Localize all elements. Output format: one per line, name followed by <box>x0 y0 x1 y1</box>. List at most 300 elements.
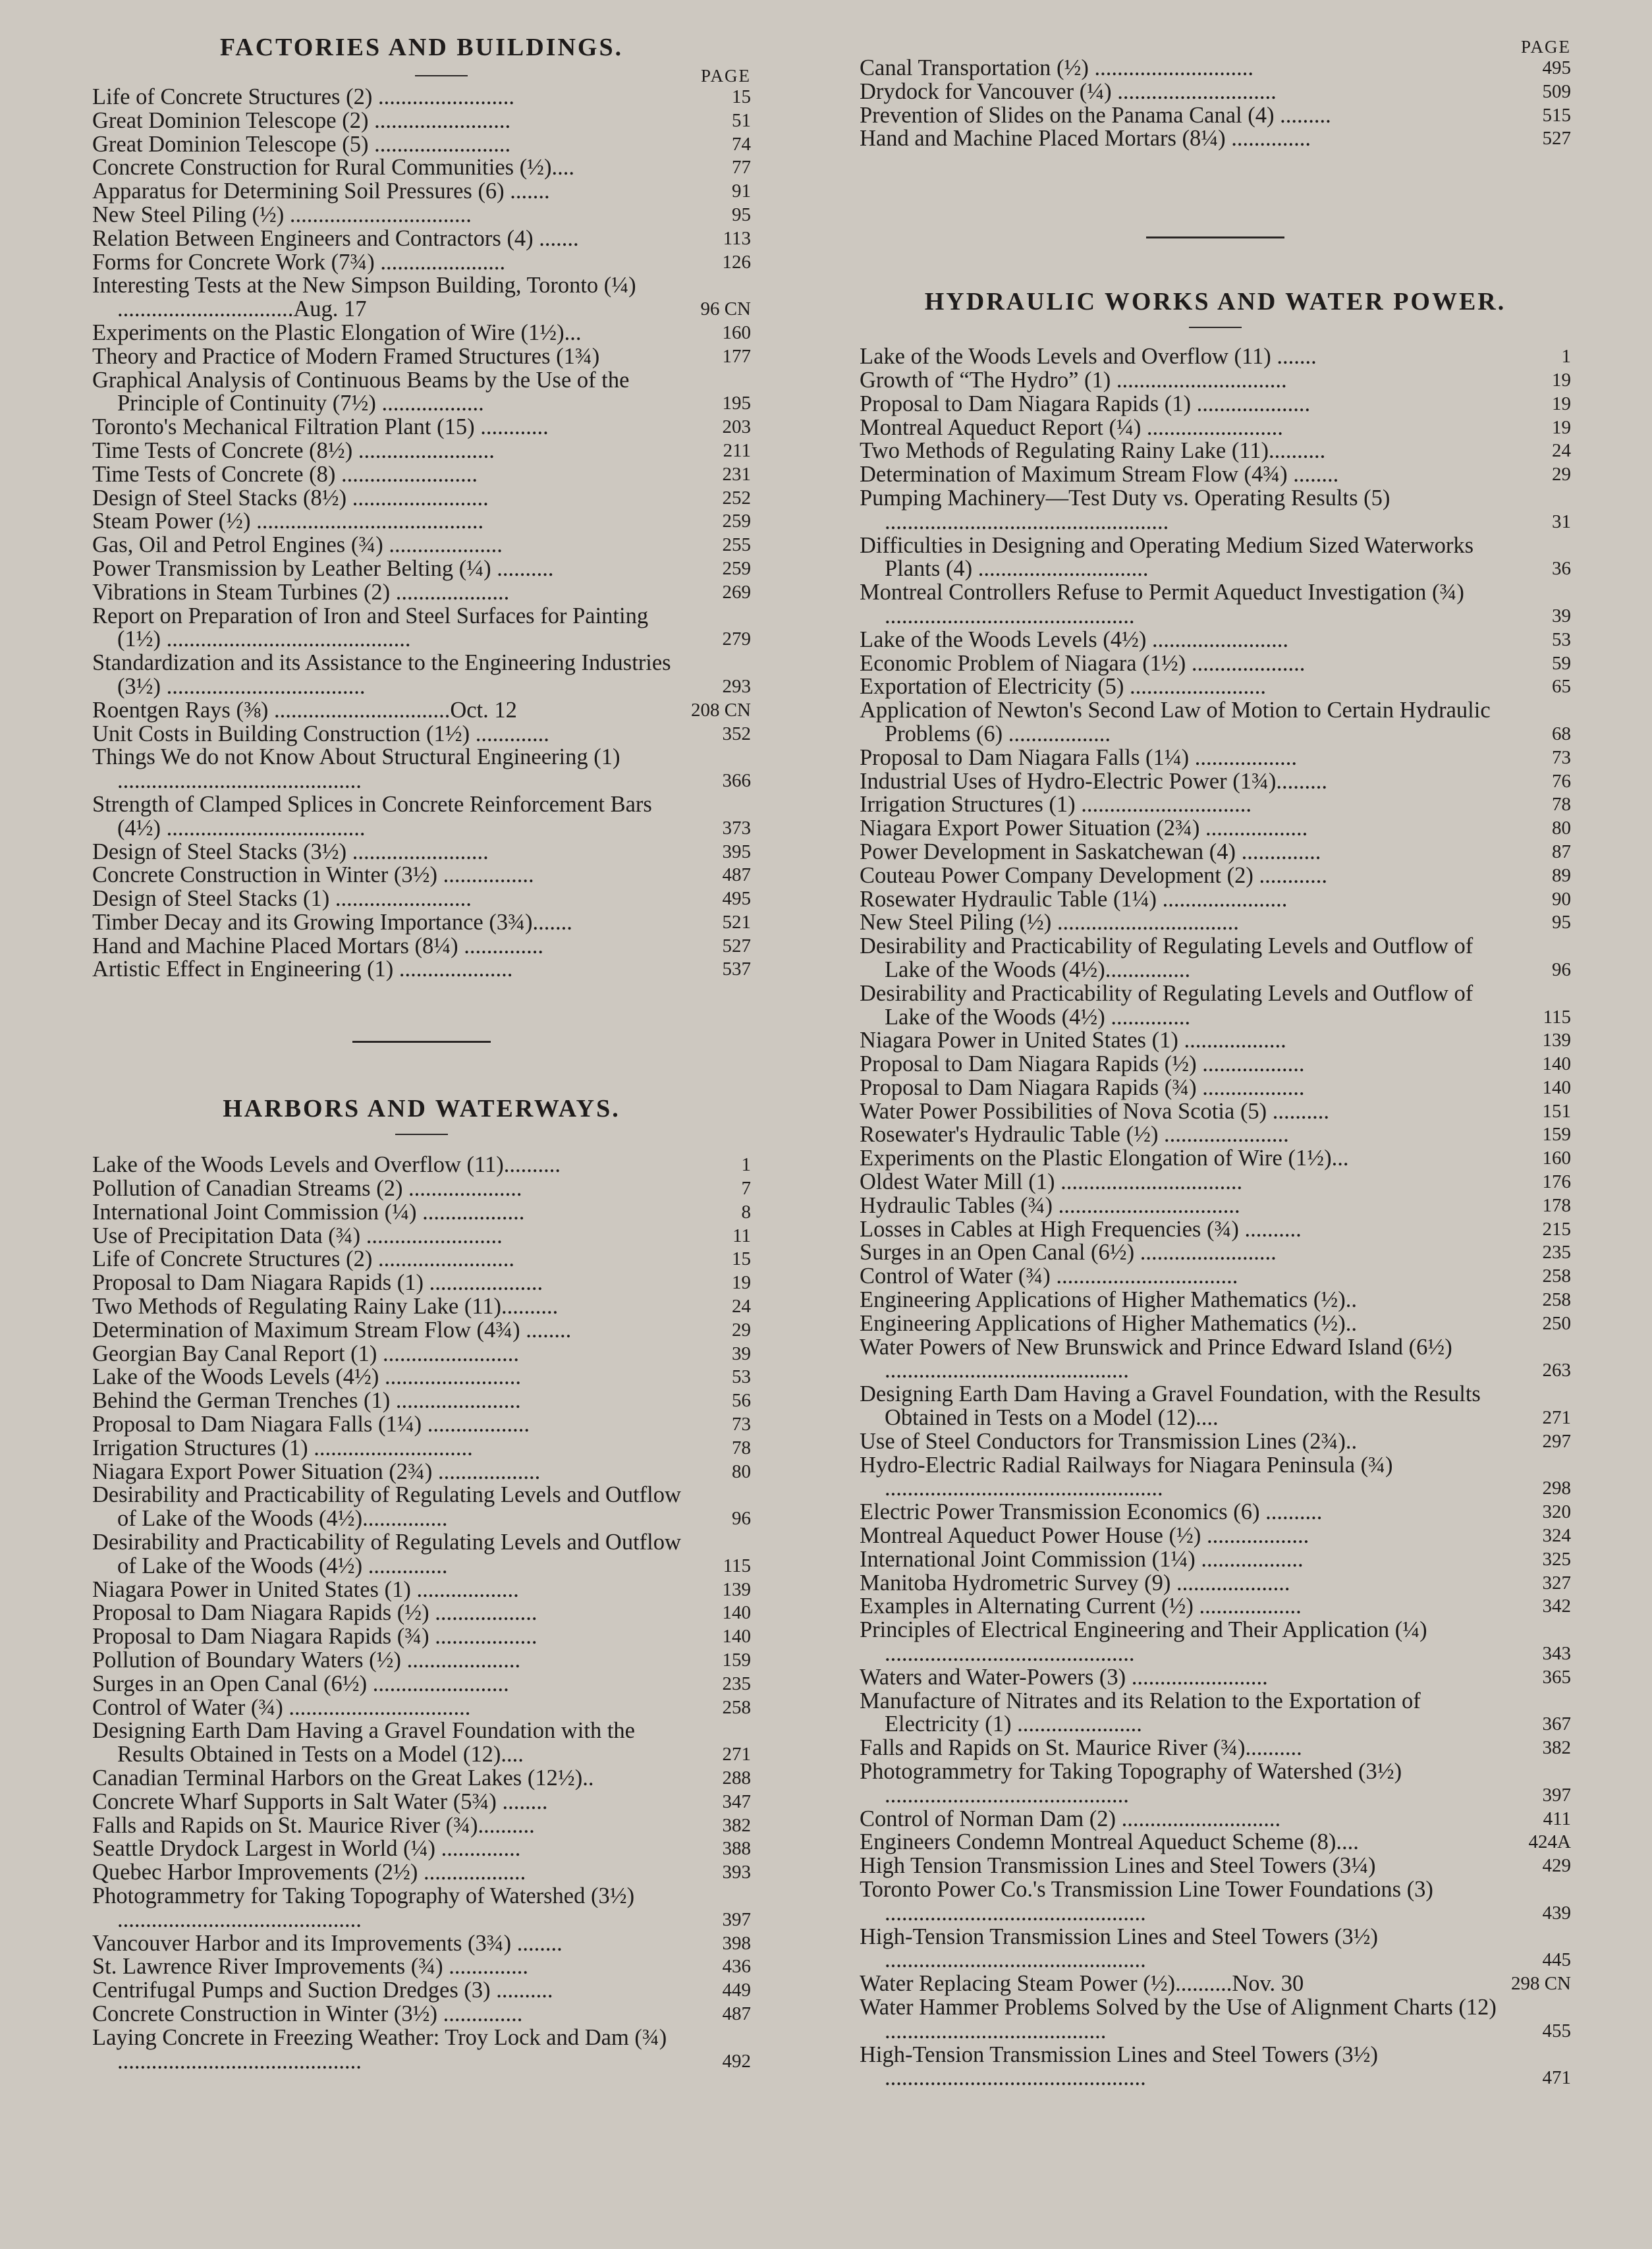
entry-title: Standardization and its Assistance to the Engineering Industries (3½) ................................... <box>92 650 671 699</box>
entry-page: 56 <box>732 1390 751 1412</box>
index-entry <box>860 935 1571 982</box>
entry-page: 39 <box>1552 605 1571 626</box>
entry-title: Forms for Concrete Work (7¾) ...................... <box>92 249 506 275</box>
entry-title: Gas, Oil and Petrol Engines (¾) .................... <box>92 532 503 558</box>
entry-title: Drydock for Vancouver (¼) ............................ <box>860 78 1277 104</box>
entry-title: Desirability and Practicability of Regulating Levels and Outflow of Lake of the Woods (4½)............... <box>860 933 1473 982</box>
entry-page: 424A <box>1528 1831 1571 1853</box>
entry-page: 19 <box>1552 393 1571 414</box>
index-entry <box>860 487 1571 534</box>
index-entry <box>860 1265 1571 1289</box>
entry-title: New Steel Piling (½) ................................ <box>92 202 472 227</box>
index-entry <box>92 1885 751 1932</box>
entry-page: 95 <box>1552 912 1571 933</box>
entry-page: 521 <box>722 911 751 933</box>
index-entry <box>92 1531 751 1578</box>
entry-title: Things We do not Know About Structural Engineering (1) ........................................... <box>92 744 620 794</box>
entry-title: Manitoba Hydrometric Survey (9) .................... <box>860 1570 1290 1596</box>
entry-page: 51 <box>732 109 751 131</box>
entry-title: Concrete Wharf Supports in Salt Water (5¾) ........ <box>92 1789 548 1814</box>
index-entry <box>860 1572 1571 1596</box>
entry-title: Photogrammetry for Taking Topography of Watershed (3½) ........................................... <box>860 1759 1402 1808</box>
entry-page: 411 <box>1543 1808 1571 1829</box>
entry-page: 140 <box>722 1626 751 1648</box>
entry-title: Determination of Maximum Stream Flow (4¾) ........ <box>860 462 1339 487</box>
entry-title: International Joint Commission (1¼) .................. <box>860 1546 1304 1572</box>
section-title: HYDRAULIC WORKS AND WATER POWER. <box>924 288 1506 316</box>
index-entry <box>92 1295 751 1319</box>
entry-title: Lake of the Woods Levels (4½) ........................ <box>92 1364 522 1390</box>
entry-page: 19 <box>732 1272 751 1294</box>
entry-title: Life of Concrete Structures (2) ........................ <box>92 1246 514 1272</box>
index-entry <box>860 1854 1571 1878</box>
harbors-section <box>92 1093 751 2073</box>
entry-page: 398 <box>722 1932 751 1954</box>
entry-title: Georgian Bay Canal Report (1) ........................ <box>92 1341 520 1366</box>
entry-title: High-Tension Transmission Lines and Steel Towers (3½) .............................................. <box>860 2041 1379 2091</box>
entry-title: Economic Problem of Niagara (1½) .................... <box>860 650 1306 676</box>
entry-title: Timber Decay and its Growing Importance (3¾)....... <box>92 909 572 935</box>
entry-page: 373 <box>722 817 751 839</box>
index-entry <box>860 1690 1571 1737</box>
entry-title: Water Replacing Steam Power (½)..........Nov. 30 <box>860 1971 1304 1997</box>
entry-page: 203 <box>722 416 751 438</box>
entry-page: 15 <box>732 1248 751 1270</box>
index-entry <box>860 793 1571 817</box>
entry-title: Irrigation Structures (1) ............................ <box>92 1435 473 1460</box>
entry-title: Centrifugal Pumps and Suction Dredges (3) .......... <box>92 1978 553 2003</box>
page-column-header: PAGE <box>700 66 751 86</box>
entry-title: Montreal Aqueduct Power House (½) .................. <box>860 1523 1309 1549</box>
index-entry <box>92 345 751 369</box>
entry-title: Hydro-Electric Radial Railways for Niagara Peninsula (¾) ................................................. <box>860 1452 1393 1501</box>
hydraulic-section <box>860 286 1571 2090</box>
index-entry <box>860 1926 1571 1973</box>
entry-page: 15 <box>732 86 751 107</box>
entry-title: Laying Concrete in Freezing Weather: Troy Lock and Dam (¾) ........................................... <box>92 2024 667 2074</box>
entry-page: 8 <box>741 1201 751 1223</box>
entry-title: Difficulties in Designing and Operating Medium Sized Waterworks Plants (4) .............................. <box>860 532 1474 582</box>
entry-page: 347 <box>722 1791 751 1812</box>
index-entry <box>92 1932 751 1956</box>
entry-title: Proposal to Dam Niagara Rapids (½) .................. <box>92 1600 537 1626</box>
index-entry <box>92 156 751 180</box>
section-title: FACTORIES AND BUILDINGS. <box>219 34 624 61</box>
entry-title: Water Power Possibilities of Nova Scotia (5) .......... <box>860 1098 1329 1124</box>
entry-title: Canadian Terminal Harbors on the Great Lakes (12½).. <box>92 1765 594 1791</box>
index-entry <box>860 675 1571 699</box>
entry-page: 449 <box>722 1980 751 2001</box>
entry-page: 78 <box>1552 794 1571 816</box>
index-entry <box>92 1177 751 1201</box>
index-entry <box>860 1972 1571 1996</box>
entry-title: Proposal to Dam Niagara Rapids (¾) .................. <box>92 1624 537 1650</box>
entry-title: Manufacture of Nitrates and its Relation to the Exportation of Electricity (1) ...................... <box>860 1688 1421 1737</box>
index-entry <box>92 793 751 841</box>
entry-page: 293 <box>722 675 751 697</box>
entry-page: 24 <box>732 1296 751 1318</box>
entry-title: Designing Earth Dam Having a Gravel Foundation with the Results Obtained in Tests on a Model (12).... <box>92 1718 635 1767</box>
index-entry <box>92 1719 751 1767</box>
entry-page: 151 <box>1542 1100 1571 1122</box>
entry-page: 36 <box>1552 558 1571 580</box>
entry-title: Industrial Uses of Hydro-Electric Power (1¾)......... <box>860 768 1327 794</box>
index-entry <box>860 1808 1571 1831</box>
entry-page: 95 <box>732 204 751 225</box>
entry-title: Hand and Machine Placed Mortars (8¼) .............. <box>860 126 1311 152</box>
entry-page: 258 <box>1542 1265 1571 1287</box>
index-entry <box>92 723 751 746</box>
index-entry <box>860 1878 1571 1926</box>
entry-title: Control of Water (¾) ................................ <box>860 1263 1238 1289</box>
index-entry <box>860 1241 1571 1265</box>
entry-title: Life of Concrete Structures (2) ........................ <box>92 84 514 109</box>
entry-page: 73 <box>732 1414 751 1435</box>
entry-title: Designing Earth Dam Having a Gravel Foundation, with the Results Obtained in Tests on a Model (12).... <box>860 1381 1481 1431</box>
entry-page: 96 <box>1552 958 1571 980</box>
entry-title: Principles of Electrical Engineering and Their Application (¼) ............................................ <box>860 1617 1427 1667</box>
index-entry <box>92 1955 751 1979</box>
entry-title: Surges in an Open Canal (6½) ........................ <box>860 1240 1277 1265</box>
entry-title: Use of Precipitation Data (¾) ........................ <box>92 1223 503 1248</box>
index-entry <box>860 416 1571 440</box>
entry-page: 140 <box>1542 1076 1571 1098</box>
factories-section <box>92 32 751 982</box>
index-entry <box>92 841 751 864</box>
entry-page: 113 <box>723 227 751 249</box>
index-entry <box>860 652 1571 676</box>
entry-page: 235 <box>722 1673 751 1694</box>
entry-page: 140 <box>1542 1053 1571 1075</box>
entry-title: Unit Costs in Building Construction (1½) ............. <box>92 721 549 746</box>
index-entry <box>92 1343 751 1366</box>
entry-page: 324 <box>1542 1525 1571 1547</box>
entry-page: 126 <box>722 251 751 273</box>
index-entry <box>860 534 1571 582</box>
index-entry <box>860 439 1571 463</box>
entry-page: 455 <box>1542 2020 1571 2041</box>
entry-title: Proposal to Dam Niagara Rapids (½) .................. <box>860 1051 1305 1077</box>
entry-title: Power Transmission by Leather Belting (¼) .......... <box>92 555 554 581</box>
entry-title: Rosewater's Hydraulic Table (½) ...................... <box>860 1122 1289 1148</box>
entry-page: 439 <box>1542 1902 1571 1924</box>
index-entry <box>92 605 751 652</box>
entry-page: 269 <box>722 581 751 603</box>
right-column <box>860 0 1571 2090</box>
entry-page: 445 <box>1542 1949 1571 1971</box>
index-entry <box>860 1312 1571 1336</box>
index-entry <box>860 1289 1571 1312</box>
index-entry <box>92 2026 751 2074</box>
index-entry <box>92 86 751 109</box>
index-entry <box>92 1696 751 1720</box>
entry-title: St. Lawrence River Improvements (¾) .............. <box>92 1954 529 1980</box>
entry-title: Application of Newton's Second Law of Motion to Certain Hydraulic Problems (6) .................. <box>860 698 1491 746</box>
entry-page: 365 <box>1542 1666 1571 1688</box>
entry-title: Proposal to Dam Niagara Rapids (¾) .................. <box>860 1074 1305 1100</box>
entry-page: 231 <box>722 463 751 485</box>
index-entry <box>860 369 1571 393</box>
index-entry <box>860 1053 1571 1076</box>
entry-title: Hydraulic Tables (¾) ................................ <box>860 1192 1240 1218</box>
index-entry <box>92 887 751 911</box>
index-entry <box>92 935 751 958</box>
index-entry <box>860 1548 1571 1572</box>
index-entry <box>92 180 751 204</box>
entry-title: Niagara Power in United States (1) .................. <box>92 1576 519 1602</box>
index-entry <box>860 57 1571 80</box>
entry-page: 91 <box>732 180 751 202</box>
entry-page: 259 <box>722 557 751 579</box>
entry-title: High-Tension Transmission Lines and Steel Towers (3½) .............................................. <box>860 1924 1379 1973</box>
entry-title: Experiments on the Plastic Elongation of Wire (1½)... <box>860 1146 1349 1171</box>
entry-page: 73 <box>1552 746 1571 768</box>
entry-title: Concrete Construction in Winter (3½) .............. <box>92 2001 523 2026</box>
entry-page: 388 <box>722 1838 751 1860</box>
entry-title: Toronto's Mechanical Filtration Plant (15) ............ <box>92 414 549 440</box>
entry-page: 19 <box>1552 369 1571 391</box>
entry-page: 509 <box>1542 80 1571 102</box>
index-entry <box>92 864 751 887</box>
index-entry <box>860 1760 1571 1808</box>
title-rule <box>395 1134 448 1135</box>
index-entry <box>92 321 751 345</box>
index-entry <box>860 393 1571 416</box>
entry-page: 160 <box>1542 1148 1571 1169</box>
entry-title: Report on Preparation of Iron and Steel Surfaces for Painting (1½) ........................................... <box>92 603 649 652</box>
index-entry <box>860 1383 1571 1430</box>
entry-page: 527 <box>722 935 751 957</box>
left-column <box>92 0 751 2073</box>
entry-title: Interesting Tests at the New Simpson Building, Toronto (¼) ...............................Aug. 17 <box>92 273 636 322</box>
entry-title: Power Development in Saskatchewan (4) .............. <box>860 839 1321 864</box>
index-entry <box>860 80 1571 104</box>
index-entry <box>92 274 751 321</box>
entry-page: 176 <box>1542 1171 1571 1193</box>
entry-title: Desirability and Practicability of Regulating Levels and Outflow of Lake of the Woods (4½) .............. <box>92 1530 681 1578</box>
entry-page: 352 <box>722 723 751 744</box>
index-entry <box>860 699 1571 746</box>
entry-title: Niagara Power in United States (1) .................. <box>860 1028 1286 1053</box>
entry-page: 367 <box>1542 1713 1571 1735</box>
entry-page: 24 <box>1552 440 1571 462</box>
entry-title: Falls and Rapids on St. Maurice River (¾).......... <box>92 1812 535 1838</box>
index-entry <box>92 1625 751 1649</box>
entry-title: Electric Power Transmission Economics (6) .......... <box>860 1499 1323 1525</box>
entry-title: Seattle Drydock Largest in World (¼) .............. <box>92 1836 521 1862</box>
entry-page: 7 <box>741 1178 751 1200</box>
index-entry <box>92 1248 751 1271</box>
index-entry <box>860 1501 1571 1524</box>
entry-title: Niagara Export Power Situation (2¾) .................. <box>860 816 1308 841</box>
index-entry <box>860 1218 1571 1242</box>
entry-page: 115 <box>723 1555 751 1576</box>
entry-title: Theory and Practice of Modern Framed Structures (1¾) <box>92 343 600 369</box>
entry-page: 31 <box>1552 511 1571 532</box>
hydraulic-entries <box>860 345 1571 2090</box>
index-entry <box>92 1979 751 2003</box>
entry-title: Time Tests of Concrete (8) ........................ <box>92 461 478 487</box>
entry-title: Determination of Maximum Stream Flow (4¾) ........ <box>92 1317 572 1343</box>
entry-page: 537 <box>722 958 751 980</box>
entry-page: 29 <box>732 1319 751 1341</box>
entry-page: 255 <box>722 534 751 556</box>
entry-page: 19 <box>1552 416 1571 438</box>
index-entry <box>860 1831 1571 1854</box>
index-entry <box>92 1437 751 1460</box>
entry-page: 68 <box>1552 723 1571 744</box>
index-entry <box>860 770 1571 794</box>
entry-page: 429 <box>1542 1855 1571 1877</box>
entry-page: 298 <box>1542 1478 1571 1499</box>
entry-title: Water Powers of New Brunswick and Prince Edward Island (6½) ........................................... <box>860 1334 1452 1383</box>
entry-title: Quebec Harbor Improvements (2½) .................. <box>92 1860 526 1885</box>
index-entry <box>92 557 751 581</box>
entry-page: 343 <box>1542 1643 1571 1665</box>
entry-page: 96 CN <box>700 298 751 320</box>
entry-page: 471 <box>1542 2067 1571 2089</box>
index-entry <box>92 1366 751 1389</box>
entry-page: 393 <box>722 1862 751 1883</box>
entry-title: Great Dominion Telescope (2) ........................ <box>92 107 511 133</box>
entry-title: Proposal to Dam Niagara Rapids (1) .................... <box>92 1270 543 1296</box>
index-entry <box>92 746 751 793</box>
entry-title: Rosewater Hydraulic Table (1¼) ...................... <box>860 886 1288 912</box>
entry-page: 159 <box>1542 1124 1571 1146</box>
entry-page: 139 <box>1542 1030 1571 1051</box>
entry-page: 39 <box>732 1343 751 1364</box>
index-entry <box>92 1271 751 1295</box>
entry-title: Two Methods of Regulating Rainy Lake (11).......... <box>860 438 1326 464</box>
entry-title: Design of Steel Stacks (8½) ........................ <box>92 485 489 511</box>
entry-title: Great Dominion Telescope (5) ........................ <box>92 131 511 157</box>
index-entry <box>860 911 1571 935</box>
entry-title: Couteau Power Company Development (2) ............ <box>860 862 1327 888</box>
index-entry <box>92 958 751 982</box>
entry-title: Growth of “The Hydro” (1) .............................. <box>860 367 1287 393</box>
index-entry <box>860 1171 1571 1194</box>
index-entry <box>92 1389 751 1413</box>
entry-title: Roentgen Rays (⅜) ...............................Oct. 12 <box>92 697 517 723</box>
entry-page: 298 CN <box>1510 1973 1571 1995</box>
entry-page: 327 <box>1542 1572 1571 1594</box>
entry-title: Experiments on the Plastic Elongation of Wire (1½)... <box>92 319 582 345</box>
index-entry <box>860 1595 1571 1619</box>
entry-title: Engineering Applications of Higher Mathematics (½).. <box>860 1287 1357 1313</box>
entry-page: 271 <box>1542 1407 1571 1429</box>
index-entry <box>92 1673 751 1696</box>
index-entry <box>92 510 751 534</box>
entry-page: 80 <box>1552 818 1571 839</box>
entry-title: Control of Water (¾) ................................ <box>92 1694 471 1720</box>
entry-title: Vancouver Harbor and its Improvements (3¾) ........ <box>92 1930 563 1956</box>
entry-page: 53 <box>1552 628 1571 650</box>
entry-title: Proposal to Dam Niagara Falls (1¼) .................. <box>860 744 1298 770</box>
index-entry <box>860 817 1571 841</box>
entry-page: 74 <box>732 133 751 155</box>
entry-page: 77 <box>732 157 751 179</box>
index-entry <box>92 1484 751 1531</box>
entry-title: Lake of the Woods Levels and Overflow (11) ....... <box>860 344 1317 370</box>
entry-title: Graphical Analysis of Continuous Beams by the Use of the Principle of Continuity (7½) .................. <box>92 367 630 416</box>
index-entry <box>860 345 1571 369</box>
entry-title: Photogrammetry for Taking Topography of Watershed (3½) ........................................... <box>92 1883 635 1932</box>
entry-title: Behind the German Trenches (1) ...................... <box>92 1388 521 1414</box>
entry-page: 279 <box>722 628 751 650</box>
entry-page: 208 CN <box>690 699 751 721</box>
page-column-header: PAGE <box>1520 37 1571 57</box>
entry-title: Losses in Cables at High Frequencies (¾) .......... <box>860 1216 1302 1242</box>
index-entry <box>860 1736 1571 1760</box>
entry-title: Proposal to Dam Niagara Rapids (1) .................... <box>860 391 1311 416</box>
index-entry <box>92 463 751 487</box>
index-entry <box>860 1194 1571 1218</box>
index-entry <box>92 1413 751 1437</box>
entry-title: Vibrations in Steam Turbines (2) .................... <box>92 579 510 605</box>
entry-page: 1 <box>1561 346 1571 368</box>
entry-title: Steam Power (½) ........................................ <box>92 509 484 534</box>
entry-page: 271 <box>722 1744 751 1765</box>
entry-title: Relation Between Engineers and Contractors (4) ....... <box>92 225 579 251</box>
index-entry <box>860 628 1571 652</box>
entry-page: 258 <box>1542 1289 1571 1311</box>
entry-page: 436 <box>722 1956 751 1978</box>
entry-page: 160 <box>722 321 751 343</box>
entry-page: 29 <box>1552 464 1571 486</box>
entry-page: 263 <box>1542 1360 1571 1381</box>
entry-title: Artistic Effect in Engineering (1) .................... <box>92 957 513 982</box>
section-title: HARBORS AND WATERWAYS. <box>223 1095 620 1123</box>
index-entry <box>92 1861 751 1885</box>
entry-page: 80 <box>732 1460 751 1482</box>
entry-page: 140 <box>722 1602 751 1624</box>
entry-page: 215 <box>1542 1218 1571 1240</box>
index-entry <box>92 1319 751 1343</box>
harbors-entries <box>92 1153 751 2073</box>
entry-title: Examples in Alternating Current (½) .................. <box>860 1594 1302 1619</box>
index-entry <box>860 1100 1571 1124</box>
entry-title: Falls and Rapids on St. Maurice River (¾).......... <box>860 1735 1302 1761</box>
entry-page: 297 <box>1542 1430 1571 1452</box>
index-entry <box>860 1524 1571 1548</box>
entry-title: Montreal Controllers Refuse to Permit Aqueduct Investigation (¾) ............................................ <box>860 580 1464 628</box>
entry-page: 11 <box>732 1225 751 1246</box>
entry-title: Prevention of Slides on the Panama Canal (4) ......... <box>860 102 1331 128</box>
index-entry <box>92 439 751 463</box>
index-entry <box>860 864 1571 888</box>
index-entry <box>92 699 751 723</box>
index-entry <box>92 581 751 605</box>
index-entry <box>860 2043 1571 2091</box>
index-entry <box>860 1147 1571 1171</box>
entry-page: 527 <box>1542 128 1571 150</box>
entry-title: High Tension Transmission Lines and Steel Towers (3¼) <box>860 1853 1376 1879</box>
entry-title: Niagara Export Power Situation (2¾) .................. <box>92 1458 541 1484</box>
index-entry <box>860 1430 1571 1454</box>
index-entry <box>92 652 751 699</box>
entry-title: Control of Norman Dam (2) ............................ <box>860 1806 1281 1831</box>
entry-title: Engineering Applications of Higher Mathematics (½).. <box>860 1310 1357 1336</box>
entry-page: 53 <box>732 1366 751 1388</box>
index-entry <box>860 104 1571 128</box>
index-entry <box>860 746 1571 770</box>
entry-title: Pollution of Canadian Streams (2) .................... <box>92 1176 522 1202</box>
title-rule <box>415 75 468 76</box>
index-entry <box>92 1767 751 1791</box>
entry-page: 235 <box>1542 1242 1571 1263</box>
index-entry <box>92 1814 751 1838</box>
entry-title: Lake of the Woods Levels (4½) ........................ <box>860 626 1289 652</box>
